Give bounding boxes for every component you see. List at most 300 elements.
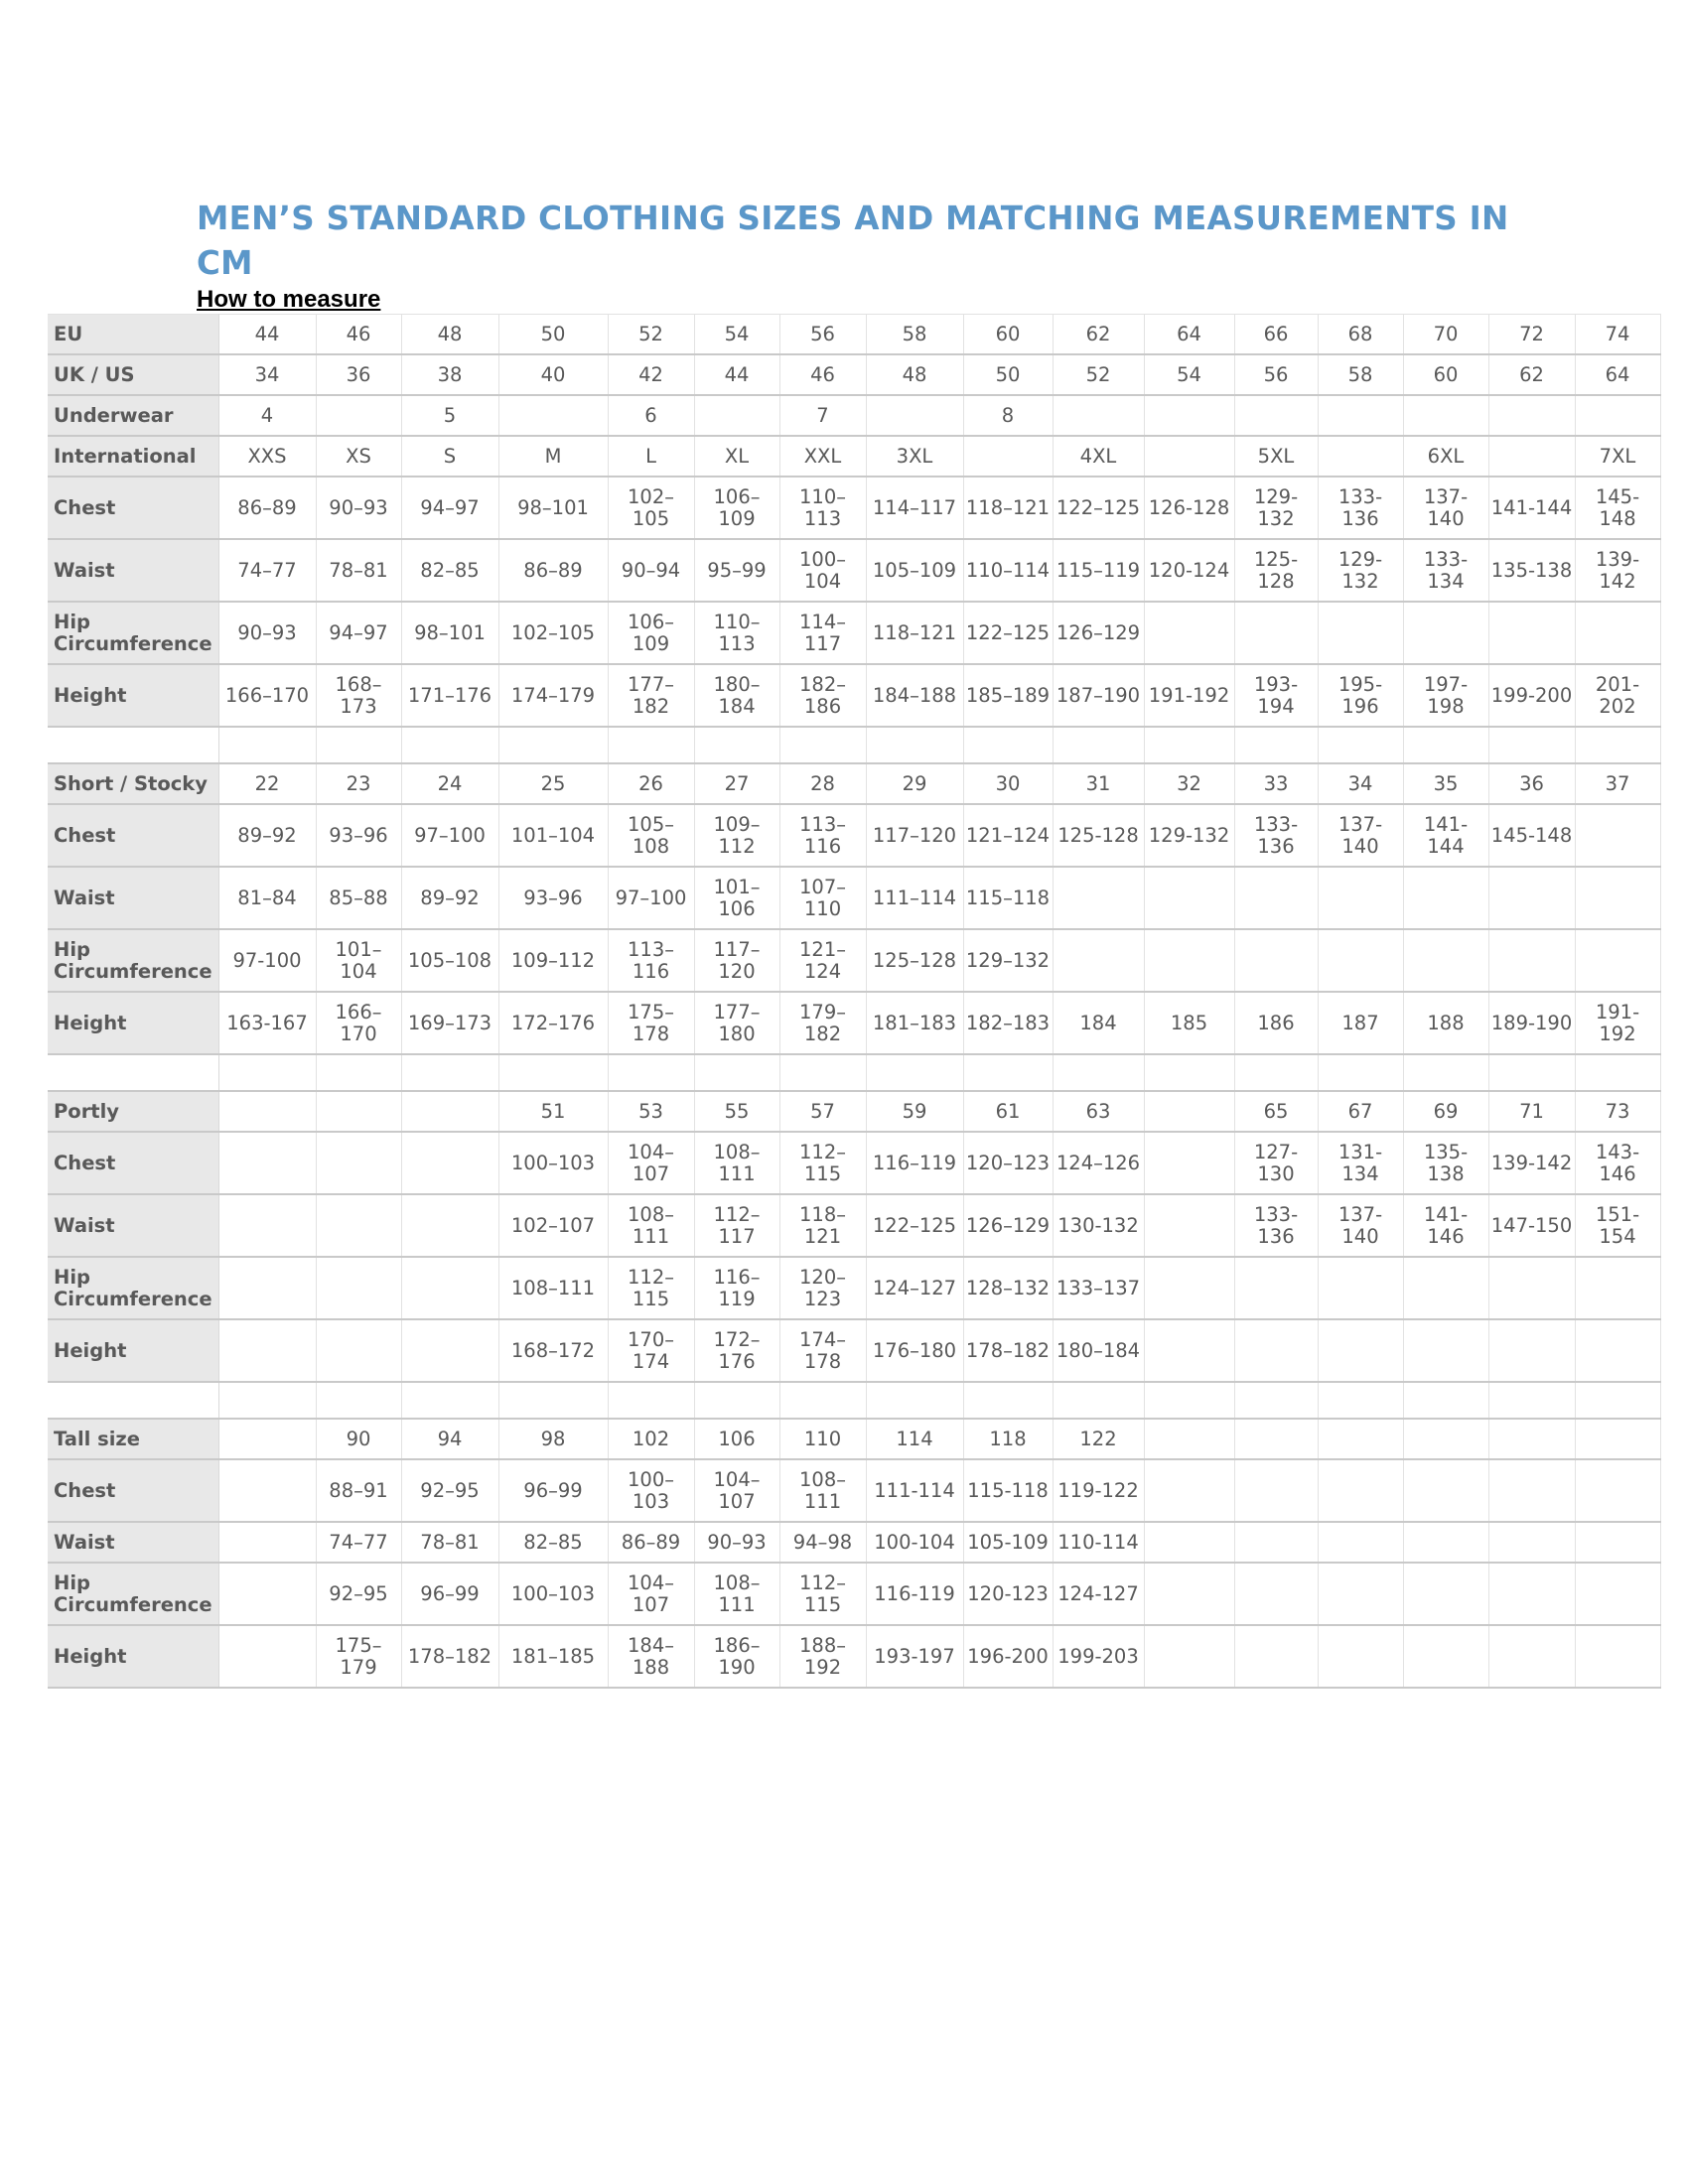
table-cell: 69 <box>1403 1091 1488 1132</box>
table-cell <box>1234 1459 1318 1522</box>
table-cell <box>1144 1319 1234 1382</box>
table-cell: 97-100 <box>218 929 316 992</box>
table-cell <box>1575 1257 1660 1319</box>
table-cell: 185 <box>1144 992 1234 1054</box>
spacer-cell <box>1234 1382 1318 1419</box>
table-cell: 105–108 <box>608 804 694 867</box>
table-row <box>48 929 1660 992</box>
table-cell: 100-104 <box>866 1522 963 1563</box>
table-cell: 100–103 <box>608 1459 694 1522</box>
table-cell: 124-127 <box>1053 1563 1144 1625</box>
table-cell: 112–115 <box>779 1563 866 1625</box>
table-cell: XXS <box>218 436 316 477</box>
table-cell: 94–98 <box>779 1522 866 1563</box>
table-row <box>48 992 1660 1054</box>
spacer-cell <box>498 1054 608 1091</box>
table-cell: 62 <box>1488 354 1575 395</box>
row-label: EU <box>48 315 218 355</box>
table-cell: 7XL <box>1575 436 1660 477</box>
table-cell: 166–170 <box>218 664 316 727</box>
spacer-cell <box>694 1054 779 1091</box>
table-cell: 86–89 <box>498 539 608 602</box>
table-cell <box>1144 1563 1234 1625</box>
table-cell: 107–110 <box>779 867 866 929</box>
table-cell <box>1144 1522 1234 1563</box>
spacer-cell <box>218 1054 316 1091</box>
spacer-cell <box>866 1054 963 1091</box>
table-cell: 78–81 <box>316 539 401 602</box>
row-label: Hip Circumference <box>48 1257 218 1319</box>
table-row <box>48 539 1660 602</box>
table-cell: 137-140 <box>1403 477 1488 539</box>
table-cell: 48 <box>401 315 498 355</box>
table-cell: 50 <box>498 315 608 355</box>
table-cell: 5XL <box>1234 436 1318 477</box>
table-cell: 141-146 <box>1403 1194 1488 1257</box>
table-cell: 94–97 <box>316 602 401 664</box>
table-cell: 86–89 <box>218 477 316 539</box>
table-cell: 166–170 <box>316 992 401 1054</box>
table-cell <box>1234 1522 1318 1563</box>
table-cell: 168–172 <box>498 1319 608 1382</box>
spacer-cell <box>48 1382 218 1419</box>
table-cell: 96–99 <box>401 1563 498 1625</box>
table-cell: XL <box>694 436 779 477</box>
table-cell: 195-196 <box>1318 664 1403 727</box>
spacer-cell <box>401 727 498 763</box>
table-cell: 3XL <box>866 436 963 477</box>
table-cell <box>1234 602 1318 664</box>
table-cell: 182–183 <box>963 992 1053 1054</box>
table-cell: 188–192 <box>779 1625 866 1688</box>
table-cell <box>316 1091 401 1132</box>
table-cell: 93–96 <box>498 867 608 929</box>
table-cell: 186 <box>1234 992 1318 1054</box>
table-cell: 105–108 <box>401 929 498 992</box>
table-cell <box>1144 1459 1234 1522</box>
row-label: Height <box>48 664 218 727</box>
row-label: Chest <box>48 1459 218 1522</box>
table-cell <box>498 395 608 436</box>
table-cell: 184–188 <box>866 664 963 727</box>
table-cell: 115–119 <box>1053 539 1144 602</box>
table-cell: 116-119 <box>866 1563 963 1625</box>
table-cell: 180–184 <box>694 664 779 727</box>
table-cell <box>218 1625 316 1688</box>
row-label: Hip Circumference <box>48 1563 218 1625</box>
table-cell: 30 <box>963 763 1053 804</box>
table-cell <box>1144 436 1234 477</box>
how-to-measure-link[interactable]: How to measure <box>197 286 381 313</box>
table-cell <box>1575 804 1660 867</box>
spacer-cell <box>1403 727 1488 763</box>
row-label: Portly <box>48 1091 218 1132</box>
table-cell: 92–95 <box>316 1563 401 1625</box>
table-cell <box>1488 1459 1575 1522</box>
spacer-cell <box>963 1382 1053 1419</box>
spacer-cell <box>866 1382 963 1419</box>
table-cell <box>1053 395 1144 436</box>
table-cell: 31 <box>1053 763 1144 804</box>
table-cell: 163-167 <box>218 992 316 1054</box>
table-cell: 120–123 <box>779 1257 866 1319</box>
spacer-cell <box>1488 1054 1575 1091</box>
table-cell <box>1318 436 1403 477</box>
table-cell <box>1488 1257 1575 1319</box>
spacer-cell <box>401 1054 498 1091</box>
table-cell <box>1403 1419 1488 1459</box>
table-cell: 116–119 <box>866 1132 963 1194</box>
table-cell: 33 <box>1234 763 1318 804</box>
table-cell: 196-200 <box>963 1625 1053 1688</box>
table-row <box>48 477 1660 539</box>
table-cell: 51 <box>498 1091 608 1132</box>
table-cell: 122–125 <box>866 1194 963 1257</box>
table-cell: 114–117 <box>866 477 963 539</box>
table-cell: 23 <box>316 763 401 804</box>
table-cell: 97–100 <box>608 867 694 929</box>
table-cell: 181–185 <box>498 1625 608 1688</box>
spacer-cell <box>694 1382 779 1419</box>
table-cell <box>1403 1563 1488 1625</box>
table-cell: 101–104 <box>498 804 608 867</box>
spacer-cell <box>1234 727 1318 763</box>
table-cell: 117–120 <box>694 929 779 992</box>
table-cell: 54 <box>694 315 779 355</box>
table-cell: 90–93 <box>694 1522 779 1563</box>
row-label: UK / US <box>48 354 218 395</box>
table-cell: 98 <box>498 1419 608 1459</box>
table-cell <box>1575 602 1660 664</box>
table-cell: 61 <box>963 1091 1053 1132</box>
table-cell: 108–111 <box>779 1459 866 1522</box>
table-cell <box>1144 602 1234 664</box>
table-cell <box>1144 1419 1234 1459</box>
table-cell: 113–116 <box>779 804 866 867</box>
table-cell: 121–124 <box>779 929 866 992</box>
table-cell: 92–95 <box>401 1459 498 1522</box>
table-cell: 110–114 <box>963 539 1053 602</box>
table-cell: 74–77 <box>316 1522 401 1563</box>
table-cell: 36 <box>1488 763 1575 804</box>
table-cell: 38 <box>401 354 498 395</box>
row-label: International <box>48 436 218 477</box>
table-cell <box>1403 1625 1488 1688</box>
table-cell: 116–119 <box>694 1257 779 1319</box>
table-cell: 94–97 <box>401 477 498 539</box>
table-cell: 6XL <box>1403 436 1488 477</box>
table-cell <box>1403 1459 1488 1522</box>
table-cell <box>218 1563 316 1625</box>
table-cell: 73 <box>1575 1091 1660 1132</box>
table-cell: 199-203 <box>1053 1625 1144 1688</box>
table-cell <box>1144 1091 1234 1132</box>
table-cell <box>1144 929 1234 992</box>
spacer-cell <box>1234 1054 1318 1091</box>
table-cell: 104–107 <box>694 1459 779 1522</box>
table-cell: 133–137 <box>1053 1257 1144 1319</box>
table-cell: 74–77 <box>218 539 316 602</box>
table-row <box>48 1563 1660 1625</box>
table-cell <box>218 1194 316 1257</box>
spacer-cell <box>963 1054 1053 1091</box>
table-cell <box>1318 1563 1403 1625</box>
table-cell: 199-200 <box>1488 664 1575 727</box>
table-cell: 189-190 <box>1488 992 1575 1054</box>
table-cell: 5 <box>401 395 498 436</box>
table-cell: 141-144 <box>1403 804 1488 867</box>
table-cell: 143-146 <box>1575 1132 1660 1194</box>
table-cell <box>1403 1257 1488 1319</box>
table-cell: XXL <box>779 436 866 477</box>
table-cell <box>1318 1257 1403 1319</box>
table-cell <box>1144 1194 1234 1257</box>
table-cell: 121–124 <box>963 804 1053 867</box>
table-cell: 193-197 <box>866 1625 963 1688</box>
table-cell <box>1403 1522 1488 1563</box>
table-cell: 105-109 <box>963 1522 1053 1563</box>
spacer-cell <box>316 727 401 763</box>
spacer-cell <box>1318 727 1403 763</box>
table-cell: 133-136 <box>1318 477 1403 539</box>
table-cell: 27 <box>694 763 779 804</box>
table-cell: 98–101 <box>498 477 608 539</box>
table-cell: 85–88 <box>316 867 401 929</box>
row-label: Height <box>48 1625 218 1688</box>
table-cell <box>1575 867 1660 929</box>
table-cell <box>401 1132 498 1194</box>
table-cell <box>1488 1522 1575 1563</box>
table-cell <box>218 1132 316 1194</box>
table-cell: 114 <box>866 1419 963 1459</box>
table-cell: 64 <box>1575 354 1660 395</box>
table-cell <box>1144 1132 1234 1194</box>
table-cell: 97–100 <box>401 804 498 867</box>
spacer-cell <box>779 727 866 763</box>
table-cell: 171–176 <box>401 664 498 727</box>
spacer-cell <box>218 727 316 763</box>
table-cell: 104–107 <box>608 1132 694 1194</box>
spacer-cell <box>48 1054 218 1091</box>
table-cell: 177–180 <box>694 992 779 1054</box>
table-cell: 105–109 <box>866 539 963 602</box>
table-cell: 108–111 <box>694 1132 779 1194</box>
row-label: Height <box>48 1319 218 1382</box>
table-cell: 151-154 <box>1575 1194 1660 1257</box>
table-cell: 118 <box>963 1419 1053 1459</box>
table-cell: 100–103 <box>498 1132 608 1194</box>
table-cell: 133-134 <box>1403 539 1488 602</box>
table-cell <box>1488 929 1575 992</box>
row-label: Hip Circumference <box>48 929 218 992</box>
table-cell: 193-194 <box>1234 664 1318 727</box>
table-cell <box>1488 1563 1575 1625</box>
table-cell: 64 <box>1144 315 1234 355</box>
table-cell: 197-198 <box>1403 664 1488 727</box>
row-label: Hip Circumference <box>48 602 218 664</box>
table-cell: 52 <box>1053 354 1144 395</box>
table-row <box>48 763 1660 804</box>
table-cell: 106–109 <box>694 477 779 539</box>
table-cell: 191-192 <box>1144 664 1234 727</box>
table-cell: 35 <box>1403 763 1488 804</box>
table-cell: 70 <box>1403 315 1488 355</box>
table-cell: 72 <box>1488 315 1575 355</box>
table-cell: 129–132 <box>963 929 1053 992</box>
table-cell: 201-202 <box>1575 664 1660 727</box>
table-cell <box>1575 929 1660 992</box>
spacer-cell <box>608 727 694 763</box>
spacer-cell <box>1488 1382 1575 1419</box>
spacer-cell <box>1144 1382 1234 1419</box>
table-cell <box>1318 929 1403 992</box>
table-cell: 179–182 <box>779 992 866 1054</box>
table-cell <box>1234 1257 1318 1319</box>
table-cell <box>1403 929 1488 992</box>
spacer-cell <box>694 727 779 763</box>
table-cell: 185–189 <box>963 664 1053 727</box>
table-cell <box>316 1257 401 1319</box>
table-cell: 182–186 <box>779 664 866 727</box>
table-cell: 54 <box>1144 354 1234 395</box>
table-cell <box>1488 1419 1575 1459</box>
table-row <box>48 602 1660 664</box>
table-cell: 172–176 <box>498 992 608 1054</box>
table-cell: 100–104 <box>779 539 866 602</box>
table-cell: 137-140 <box>1318 1194 1403 1257</box>
table-cell <box>401 1194 498 1257</box>
table-cell: 28 <box>779 763 866 804</box>
table-cell: 110-114 <box>1053 1522 1144 1563</box>
table-cell: 65 <box>1234 1091 1318 1132</box>
spacer-cell <box>1575 727 1660 763</box>
table-cell: 119-122 <box>1053 1459 1144 1522</box>
table-cell: 113–116 <box>608 929 694 992</box>
table-cell: 108–111 <box>498 1257 608 1319</box>
table-cell <box>1318 1459 1403 1522</box>
table-cell <box>1234 929 1318 992</box>
table-cell: 4 <box>218 395 316 436</box>
table-cell: 25 <box>498 763 608 804</box>
spacer-cell <box>779 1382 866 1419</box>
table-cell: 124–127 <box>866 1257 963 1319</box>
table-cell: 90–94 <box>608 539 694 602</box>
table-cell: 122–125 <box>1053 477 1144 539</box>
table-cell <box>1234 1419 1318 1459</box>
spacer-cell <box>1144 727 1234 763</box>
table-cell <box>1575 1419 1660 1459</box>
table-cell: 46 <box>316 315 401 355</box>
table-cell: 130-132 <box>1053 1194 1144 1257</box>
table-cell: 98–101 <box>401 602 498 664</box>
table-cell: 24 <box>401 763 498 804</box>
table-cell: 56 <box>1234 354 1318 395</box>
table-cell <box>316 395 401 436</box>
table-cell: 52 <box>608 315 694 355</box>
table-cell: 60 <box>963 315 1053 355</box>
table-cell: 174–178 <box>779 1319 866 1382</box>
row-label: Chest <box>48 477 218 539</box>
table-cell: 175–179 <box>316 1625 401 1688</box>
table-cell <box>1403 602 1488 664</box>
table-cell: 90 <box>316 1419 401 1459</box>
table-cell: 178–182 <box>963 1319 1053 1382</box>
table-cell: 117–120 <box>866 804 963 867</box>
table-cell: 125-128 <box>1053 804 1144 867</box>
table-cell <box>1053 867 1144 929</box>
table-cell: 133-136 <box>1234 804 1318 867</box>
spacer-cell <box>608 1054 694 1091</box>
table-cell: 81–84 <box>218 867 316 929</box>
table-cell <box>1318 1319 1403 1382</box>
table-cell: 188 <box>1403 992 1488 1054</box>
table-cell: 90–93 <box>316 477 401 539</box>
spacer-cell <box>1488 727 1575 763</box>
table-cell: 110–113 <box>694 602 779 664</box>
table-cell <box>1318 1419 1403 1459</box>
table-cell: 111-114 <box>866 1459 963 1522</box>
table-cell: L <box>608 436 694 477</box>
table-cell: 93–96 <box>316 804 401 867</box>
table-cell <box>1318 867 1403 929</box>
table-cell: 42 <box>608 354 694 395</box>
page-title: MEN’S STANDARD CLOTHING SIZES AND MATCHING MEASUREMENTS IN CM <box>197 200 1509 282</box>
table-cell: 34 <box>1318 763 1403 804</box>
spacer-cell <box>1403 1054 1488 1091</box>
table-cell <box>1575 1319 1660 1382</box>
table-cell <box>1575 1625 1660 1688</box>
table-row <box>48 1194 1660 1257</box>
spacer-cell <box>1403 1382 1488 1419</box>
table-cell: 118–121 <box>866 602 963 664</box>
table-cell: 170–174 <box>608 1319 694 1382</box>
spacer-cell <box>1575 1382 1660 1419</box>
table-cell: 175–178 <box>608 992 694 1054</box>
table-cell: 4XL <box>1053 436 1144 477</box>
table-cell: 110 <box>779 1419 866 1459</box>
table-cell: 44 <box>694 354 779 395</box>
table-cell <box>316 1194 401 1257</box>
table-cell: 26 <box>608 763 694 804</box>
table-cell <box>1234 1625 1318 1688</box>
table-cell <box>1318 1522 1403 1563</box>
spacer-row <box>48 1382 1660 1419</box>
spacer-cell <box>218 1382 316 1419</box>
table-cell: S <box>401 436 498 477</box>
table-cell: 126–129 <box>1053 602 1144 664</box>
table-cell <box>1144 395 1234 436</box>
table-row <box>48 1625 1660 1688</box>
table-cell: 8 <box>963 395 1053 436</box>
table-cell: 40 <box>498 354 608 395</box>
table-cell: 184 <box>1053 992 1144 1054</box>
table-cell <box>1144 867 1234 929</box>
table-cell <box>401 1319 498 1382</box>
table-cell: 89–92 <box>401 867 498 929</box>
table-cell: 32 <box>1144 763 1234 804</box>
table-cell: 168–173 <box>316 664 401 727</box>
table-cell: 102–105 <box>608 477 694 539</box>
spacer-cell <box>1144 1054 1234 1091</box>
table-cell <box>1403 395 1488 436</box>
table-cell: 118–121 <box>779 1194 866 1257</box>
table-cell: 147-150 <box>1488 1194 1575 1257</box>
table-cell <box>1318 1625 1403 1688</box>
table-cell <box>1488 867 1575 929</box>
table-cell <box>316 1132 401 1194</box>
table-cell: 58 <box>866 315 963 355</box>
table-cell <box>401 1091 498 1132</box>
